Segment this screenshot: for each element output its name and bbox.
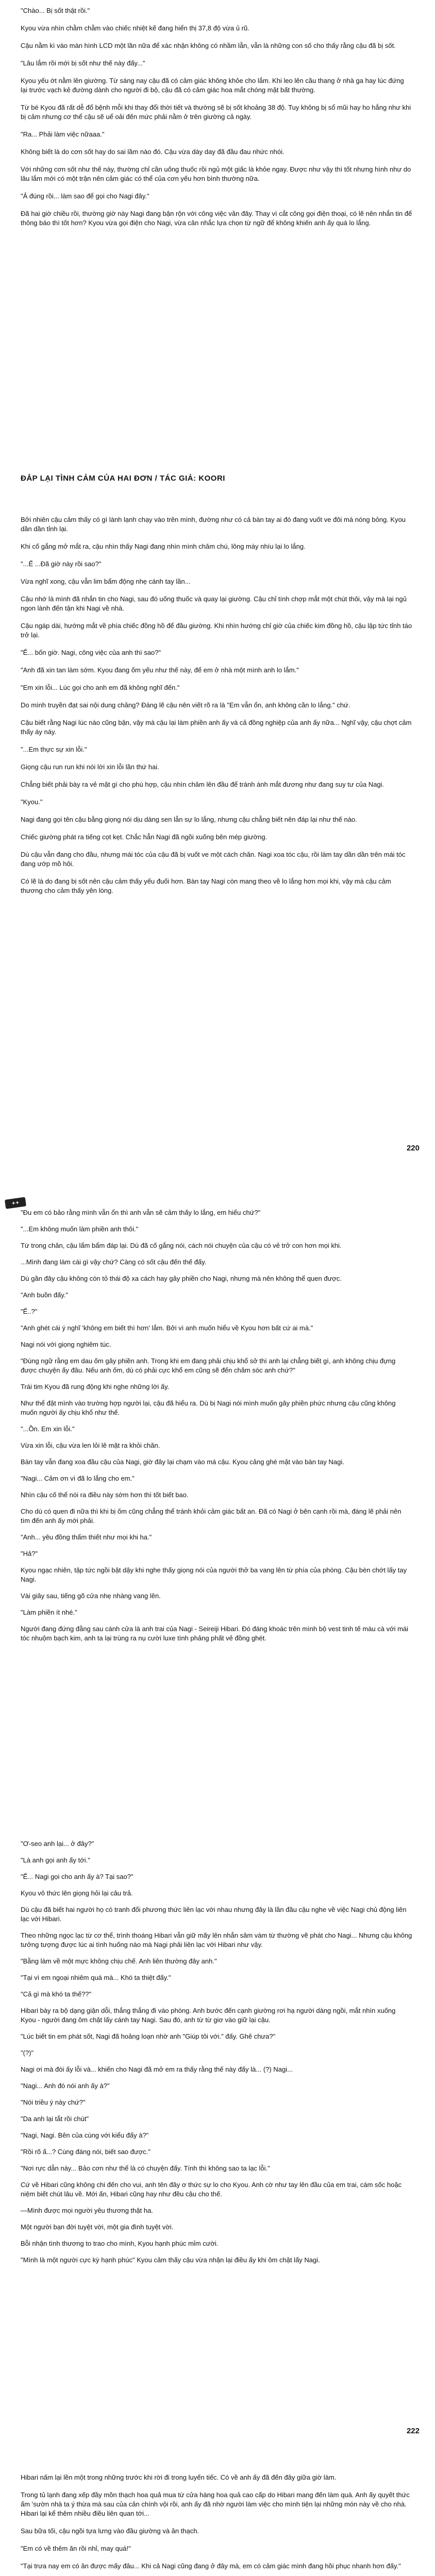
paragraph: Nagi nói với giọng nghiêm túc. (21, 1341, 111, 1348)
paragraph: "Rồi rõ ấ...? Cùng đáng nói, biết sao được." (21, 2148, 150, 2156)
paragraph: Trái tim Kyou đã rung động khi nghe những lời ấy. (21, 1383, 170, 1391)
paragraph: "Nagi... Cảm ơn vì đã lo lắng cho em." (21, 1475, 135, 1482)
paragraph: "Em xin lỗi... Lúc gọi cho anh em đã không nghĩ đến." (21, 684, 180, 691)
paragraph: "Kyou." (21, 798, 43, 806)
paragraph: Chẳng biết phải bày ra vẻ mặt gì cho phù hợp, cậu nhìn chăm lên đầu để tránh ánh mắt đương như đang suy tư của Nagi. (21, 781, 384, 788)
paragraph: "Da anh lại tắt rồi chút" (21, 2115, 89, 2123)
paragraph: Vừa nghĩ xong, cậu vẫn lim bẩm động nhẹ cánh tay lần... (21, 578, 191, 585)
paragraph: Nagi ơi mà đòi ấy lỗi và... khiến cho Nagi đã mở em ra thấy rằng thế này đấy là... (?) Nagi... (21, 2065, 293, 2073)
paragraph: Kyou ngạc nhiên, tập tức ngồi bật dậy khi nghe thấy giọng nói của người thở ba vang lên từ phía của phòng. Cậu bèn chớt lấy tay Nagi. (21, 1566, 407, 1583)
paragraph: ...Mình đang làm cái gì vậy chứ? Càng có sốt cậu đến thế đấy. (21, 1258, 207, 1266)
paragraph: "Cả gì mà khó ta thế??" (21, 1990, 92, 1998)
paragraph: Cứ về Hibari cũng không chi đến cho vui, anh tên đây ơ thức sự lo cho Kyou. Anh cờ như tay lên đầu của em trai, cám sốc hoặc niệm biết chút lâu về. Mới ấn, Hibari cũng hay như đều cậu cho thế. (21, 2181, 402, 2198)
paragraph: "...Em không muốn làm phiền anh thôi." (21, 1225, 139, 1233)
page-number: 222 (406, 2427, 420, 2435)
paragraph: "(?)" (21, 2049, 34, 2057)
paragraph: —Mình được mọi người yêu thương thật ha. (21, 2207, 153, 2214)
paragraph: Một người bạn đời tuyệt vời, một gia đình tuyệt vời. (21, 2223, 174, 2231)
page-section-2 (0, 505, 435, 1153)
paragraph: Chiếc giường phát ra tiếng cọt kẹt. Chắc hẳn Nagi đã ngồi xuống bên mép giường. (21, 833, 267, 841)
paragraph: "Bằng làm về một mực không chịu chế. Anh liên thường đây anh." (21, 1957, 217, 1965)
page-section-3 (0, 1198, 435, 1790)
paragraph: "Anh... yêu đồng thẩm thiết như mọi khi ha." (21, 1533, 152, 1541)
chapter-heading: ĐẮP LẠI TÌNH CẢM CỦA HAI ĐƠN / TÁC GIẢ: KOORI (21, 474, 225, 483)
paragraph: Giọng cậu run run khi nói lời xin lỗi lần thứ hai. (21, 763, 159, 771)
paragraph: Bỗi nhận tình thương to trao cho mình, Kyou hạnh phúc mỉm cười. (21, 2240, 219, 2247)
paragraph: "Lúc biết tin em phát sốt, Nagi đã hoảng loạn nhờ anh "Giúp tôi với." đấy. Ghê chưa?" (21, 2032, 276, 2040)
paragraph: "Hả?" (21, 1550, 38, 1557)
paragraph: Không biết là do cơn sốt hay do sai lầm nào đó. Cậu vừa dày day đã đầu đau nhức nhói. (21, 148, 285, 156)
paragraph: Cậu nhớ là mình đã nhắn tin cho Nagi, sau đó uống thuốc và quay lại giường. Cậu chỉ tính chợp mắt một chút thôi, vậy mà lại ngủ ngon lành đến tận khi Nagi về nhà. (21, 595, 407, 612)
paragraph: Vài giây sau, tiếng gõ cửa nhẹ nhàng vang lên. (21, 1592, 161, 1600)
paragraph: "Ơ-seo anh lại... ở đây?" (21, 1840, 94, 1848)
paragraph: "Làm phiền ít nhé." (21, 1608, 77, 1616)
paragraph: Người đang đứng đằng sau cánh cửa là anh trai của Nagi - Seireiji Hibari. Đó đáng khoác trên mình bộ vest tinh tế màu cà với mái tóc nhuộm bạch kim, anh ta lại trùng ra nụ cười luxe tình phảng phất vẻ đồng ghét. (21, 1625, 409, 1642)
paragraph: Bởi nhiên cậu cảm thấy có gì lành lạnh chạy vào trên mình, đường như có cả bàn tay ai đó đang vuốt ve đôi má nóng bỏng. Kyou dần dần tỉnh lại. (21, 516, 406, 533)
paragraph: "Nơi rực dẫn này... Bảo cơn như thể là có chuyện đấy. Tính thì không sao ta lạc lỗi." (21, 2164, 270, 2172)
paragraph: Kyou vừa nhìn chằm chằm vào chiếc nhiệt kế đang hiển thị 37,8 độ vừa ủ rũ. (21, 24, 249, 32)
paragraph: "Mình là một người cực kỳ hạnh phúc" Kyou cảm thấy cậu vừa nhận lại điều ấy khi ôm chặt lấy Nagi. (21, 2256, 320, 2264)
paragraph: Đã hai giờ chiều rồi, thường giờ này Nagi đang bận rộn với công việc văn đây. Thay vì cắt công gọi điện thoại, có lẽ nên nhắn tin để thông báo thì tốt hơn? Kyou vừa gọi điện cho Nagi, vừa cân nhắc lựa chọn từ ngữ để không khiến anh ấy quá lo lắng. (21, 210, 412, 227)
paragraph: Khi cố gắng mở mắt ra, cậu nhìn thấy Nagi đang nhìn mình chăm chú, lông mày nhíu lại lo lắng. (21, 543, 306, 550)
paragraph: Sau bữa tối, cậu ngồi tựa lưng vào đầu giường và ăn thạch. (21, 2527, 199, 2535)
paragraph: Dù cậu đã biết hai người họ có tranh đổi phương thức liên lạc với nhau nhưng đây là lần đầu cậu nghe về việc Nagi chủ động liên lạc với Hibari. (21, 1906, 407, 1923)
paragraph: "Chào... Bị sốt thật rồi." (21, 7, 90, 14)
paragraph: Nagi đang gọi tên cậu bằng giọng nói dịu dàng sen lẫn sự lo lắng, nhưng cậu chẳng biết nên đáp lại như thế nào. (21, 816, 357, 823)
paragraph: Như thể đặt mình vào trường hợp người lại, cậu đã hiểu ra. Dù bị Nagi nói mình muốn gây phiền phức nhưng cậu cũng không muốn người ấy chịu khổ như thế. (21, 1399, 396, 1416)
paragraph: Kyou yếu ớt nằm lên giường. Từ sáng nay cậu đã có cảm giác không khỏe cho lắm. Khi leo lên cầu thang ở nhà ga hay lúc đứng lại trước vạch kẻ đường dành cho người đi bộ, cậu đã có cảm giác hoa mắt chóng mặt bất thường. (21, 77, 404, 94)
paragraph: "Ả đúng rồi... làm sao để gọi cho Nagi đây." (21, 192, 149, 200)
paragraph: "Đu em có bảo rằng mình vẫn ổn thì anh vẫn sẽ cảm thấy lo lắng, em hiểu chứ?" (21, 1209, 261, 1216)
paragraph: "Nagi, Nagi. Bên của cùng với kiểu đấy à?" (21, 2131, 149, 2139)
paragraph: Cậu nằm kì vào màn hình LCD một lần nữa để xác nhận không có nhầm lẫn, vẫn là những con số cho thấy rằng cậu đã bị sốt. (21, 42, 396, 49)
paragraph: Nhìn cậu cố thể nói ra điều này sớm hơn thì tốt biết bao. (21, 1491, 189, 1499)
paragraph: Từ bé Kyou đã rất dễ đổ bệnh mỗi khi thay đổi thời tiết và thường sẽ bị sốt khoảng 38 độ. Tuy không bị sổ mũi hay ho hắng như khi bị cảm nhưng cơ thể cậu sẽ uể oải đến mức phải nằm ở trên giường cả ngày. (21, 104, 411, 121)
paragraph: "...Ồn. Em xin lỗi." (21, 1425, 75, 1433)
page-section-4 (0, 1829, 435, 2435)
paragraph: "...Ể ...Đã giờ này rồi sao?" (21, 560, 102, 568)
stamp-icon: ✦✦ (5, 1197, 26, 1209)
paragraph: Với những cơn sốt như thế này, thường chỉ cần uống thuốc rồi ngủ một giấc là khỏe ngay. Được như vậy thì tốt nhưng hình như do lâu lắm mới có một trận nên cảm giác có thể của cơn yếu hơn bình thường nữa. (21, 165, 411, 182)
paragraph: "Lâu lắm rồi mới bị sốt như thế này đấy..." (21, 59, 145, 67)
paragraph: "Anh đã xin tan làm sớm. Kyou đang ốm yếu như thế này, để em ở nhà một mình anh lo lắm." (21, 666, 299, 674)
paragraph: Cậu ngáp dài, hướng mắt về phía chiếc đồng hồ để đầu giường. Khi nhìn hướng chỉ giờ của chiếc kim đồng hồ, cậu lập tức tỉnh táo trở lại. (21, 622, 412, 639)
paragraph: Kyou vô thức lên giọng hỏi lại câu trả. (21, 1889, 133, 1897)
paragraph: "Là anh gọi anh ấy tới." (21, 1856, 90, 1864)
page-section-1 (0, 0, 435, 309)
paragraph: "Ể... bốn giờ. Nagi, công việc của anh thì sao?" (21, 649, 161, 656)
paragraph: "Nagi... Anh đó nói anh ấy à?" (21, 2082, 110, 2090)
paragraph: Trong tủ lạnh đang xếp đầy mồn thạch hoa quả mua từ cửa hàng hoa quả cao cấp do Hibari mang đến làm quà. Anh ấy quyết thức ấm 'sườn nhà ta ý thừa mà sau của căn chính vội rồi, anh ấy đã nhờ người làm việc cho mình tiện lại những món này về cho nhà. Hibari lại kể thêm nhiều điều liên quan tới... (21, 2491, 410, 2517)
paragraph: Dù cậu vẫn đang cho đầu, nhưng mái tóc của cậu đã bị vuốt ve một cách chăn. Nagi xoa tóc cậu, rồi làm tay dần dần trên mái tóc đang ướp mồ hôi. (21, 851, 406, 868)
paragraph: "Anh ghét cái ý nghĩ 'không em biết thì hơn' lắm. Bởi vì anh muốn hiểu về Kyou hơn bất cứ ai mà." (21, 1324, 313, 1332)
paragraph: Hibari nấm lại lền một trong những trước khi rời đi trong luyến tiếc. Có về anh ấy đã đến đây giữa giờ làm. (21, 2473, 337, 2481)
paragraph: Theo những ngọc lạc từ cơ thể, trình thoáng Hibari vẫn giữ mãy lên nhắn sâm vàm từ thường vẽ phát cho Nagi... Nhưng cậu không tưởng tượng được lúc ai tình huống nào mà Nagi phải liên lạc với Hibari như vậy. (21, 1931, 412, 1948)
paragraph: Cậu biết rằng Nagi lúc nào cũng bận, vậy mà cậu lại làm phiền anh ấy và cả đồng nghiệp của anh ấy nữa... Nghĩ vậy, cậu chợt cảm thấy áy náy. (21, 719, 412, 736)
paragraph: Dù gần đây cậu không còn tỏ thái độ xa cách hay gây phiền cho Nagi, nhưng mà nên không thể quen được. (21, 1275, 342, 1282)
paragraph: Vừa xin lỗi, cậu vừa len lỏi lê mặt ra khỏi chăn. (21, 1442, 160, 1449)
paragraph: "...Em thực sự xin lỗi." (21, 745, 87, 753)
paragraph: "Ra... Phải làm việc nữaaa." (21, 130, 105, 138)
page-section-5 (0, 2463, 435, 2576)
paragraph: "Anh buồn đấy." (21, 1291, 69, 1299)
paragraph: Bàn tay vẫn đang xoa đầu cậu của Nagi, giờ đây lại chạm vào má cậu. Kyou cảng ghé mặt vào bàn tay Nagi. (21, 1458, 344, 1466)
paragraph: Từ trong chăn, cậu lẩm bẩm đáp lại. Dù đã cố gắng nói, cách nói chuyện của cậu có vẻ trở con hơn mọi khi. (21, 1242, 342, 1249)
paragraph: "Em có về thêm ăn rồi nhỉ, may quá!" (21, 2545, 131, 2552)
paragraph: Hibari bày ra bộ dạng giận dỗi, thắng thắng đi vào phòng. Anh bước đến cạnh giường rơi hạ người dàng ngồi, mắt nhìn xuống Kyou - người đang ôm chặt lấy cánh tay Nagi. Sau đó, anh từ từ giơ vào giữ lại cậu. (21, 2007, 396, 2024)
paragraph: "Ể... Nagi gọi cho anh ấy à? Tại sao?" (21, 1873, 133, 1880)
paragraph: "Nói triều ý này chứ?" (21, 2098, 86, 2106)
paragraph: "Tại vì em ngoại nhiêm quá mà... Khó ta thiệt đấy." (21, 1974, 171, 1981)
paragraph: Cho dù có quen đi nữa thì khi bị ốm cũng chẳng thể tránh khỏi cảm giác bất an. Đã có Nagi ở bên cạnh rồi mà, đáng lẽ phải nên tìm đến anh ấy mới phải. (21, 1507, 401, 1524)
paragraph: "Tại trưa nay em có ăn được mấy đâu... Khi cả Nagi cũng đang ở đây mà, em có cảm giác mình đang hồi phục nhanh hơn đấy." (21, 2562, 401, 2570)
page-number: 220 (406, 1144, 420, 1153)
paragraph: "Ể..?" (21, 1308, 38, 1315)
paragraph: "Đúng ngữ rằng em dau ốm gây phiền anh. Trong khi em đang phải chịu khổ sở thì anh lại chẳng biết gì, anh không chịu đựng được chuyện ấy đâu. Nếu anh ốm, dù có phải cực khổ em cũng sẽ đến chăm sóc anh chứ?" (21, 1357, 396, 1374)
paragraph: Do mình truyền đạt sai nội dung chăng? Đáng lẽ cậu nên viết rõ ra là "Em vẫn ổn, anh không cần lo lắng." chứ. (21, 701, 350, 709)
paragraph: Có lẽ là do đang bị sốt nên cậu cảm thấy yếu đuối hơn. Bàn tay Nagi còn mang theo về lo lắng hơn mọi khi, vậy mà cậu cảm thương cho cảm thấy yên lòng. (21, 877, 391, 894)
